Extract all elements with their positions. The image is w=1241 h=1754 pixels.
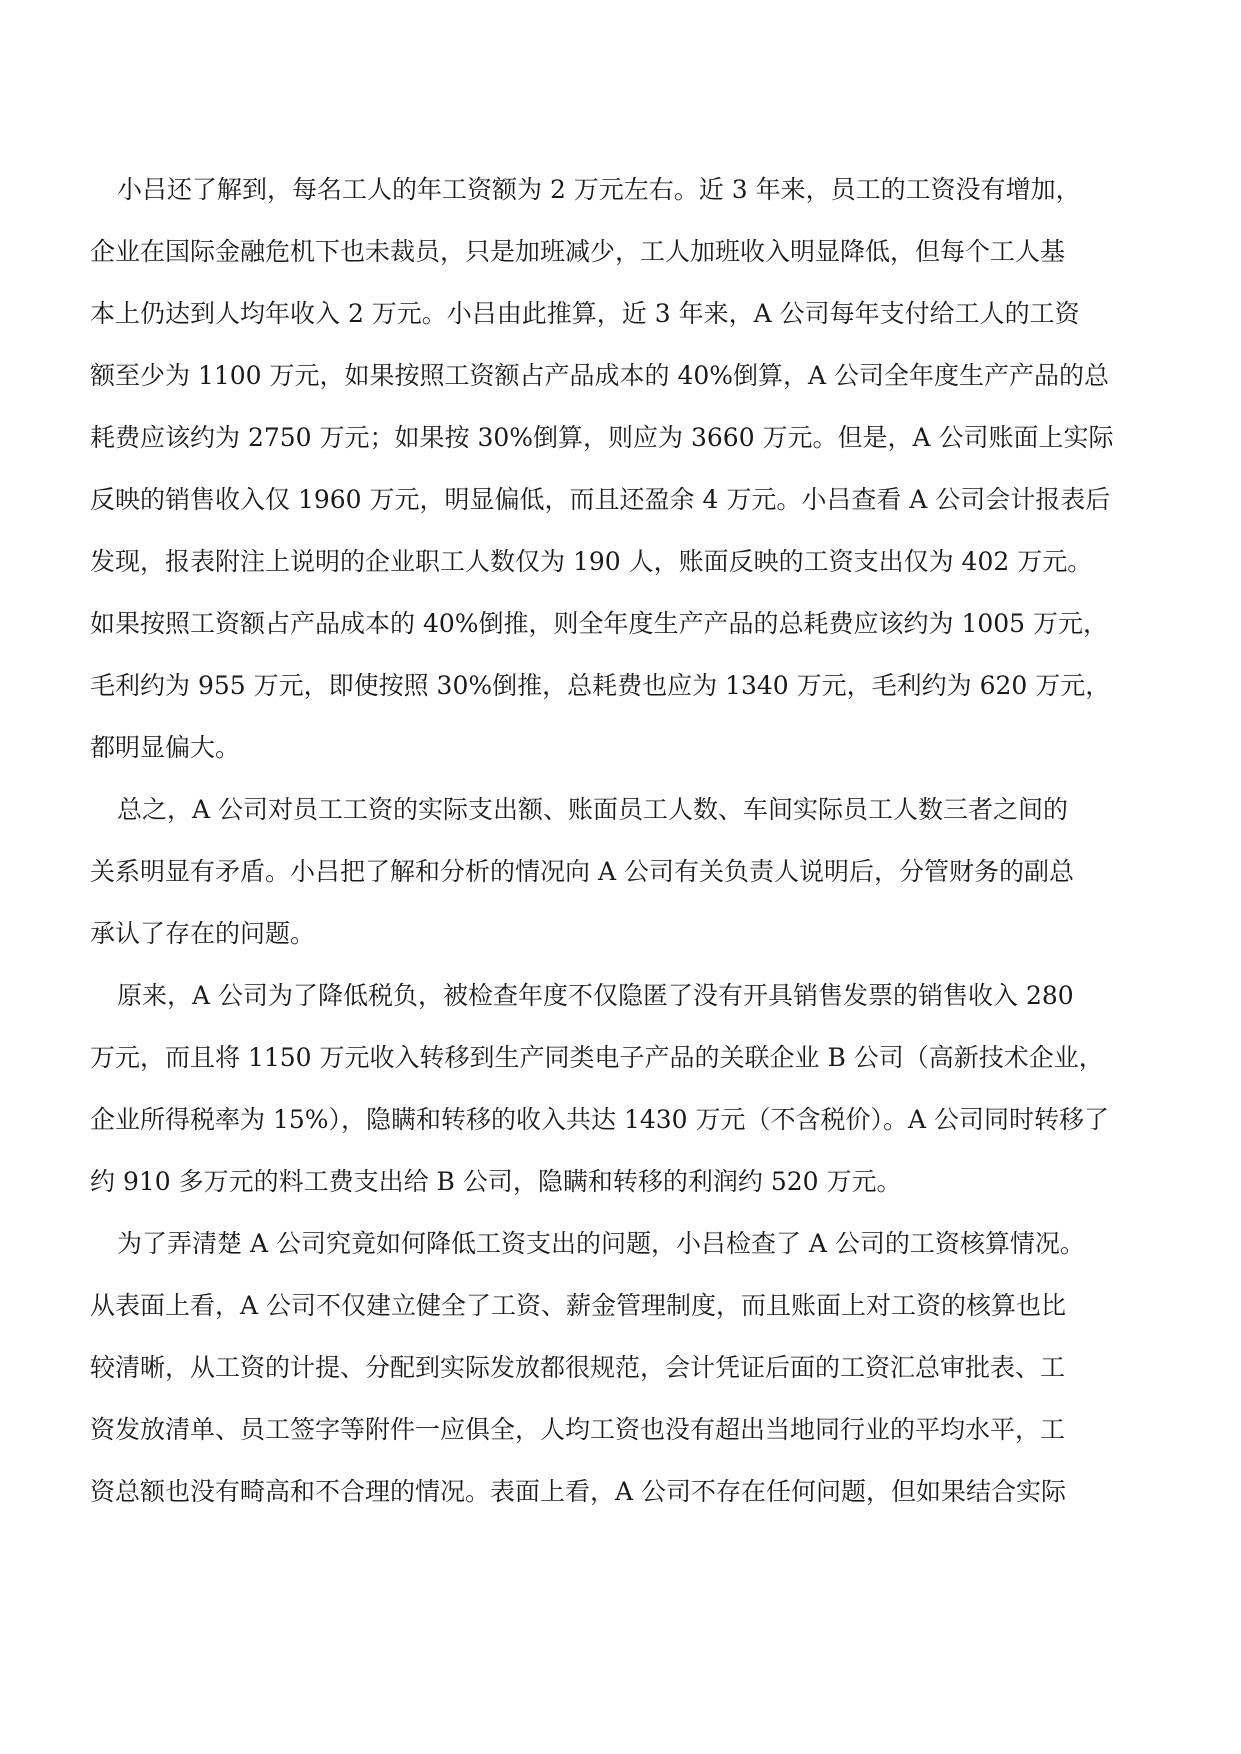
text-line: 关系明显有矛盾。小吕把了解和分析的情况向 A 公司有关负责人说明后，分管财务的副总 — [90, 857, 1074, 886]
paragraph — [90, 965, 1151, 1213]
text-line: 资总额也没有畸高和不合理的情况。表面上看，A 公司不存在任何问题，但如果结合实际 — [90, 1477, 1067, 1506]
text-line: 反映的销售收入仅 1960 万元，明显偏低，而且还盈余 4 万元。小吕查看 A 公司会计报表后 — [90, 485, 1111, 514]
text-line: 为了弄清楚 A 公司究竟如何降低工资支出的问题，小吕检查了 A 公司的工资核算情况。 — [117, 1229, 1085, 1258]
text-line: 承认了存在的问题。 — [90, 919, 316, 948]
text-line: 万元，而且将 1150 万元收入转移到生产同类电子产品的关联企业 B 公司（高新技术企业， — [90, 1043, 1104, 1072]
text-line: 企业在国际金融危机下也未裁员，只是加班减少，工人加班收入明显降低，但每个工人基 — [90, 237, 1066, 266]
text-line: 从表面上看，A 公司不仅建立健全了工资、薪金管理制度，而且账面上对工资的核算也比 — [90, 1291, 1067, 1320]
text-line: 额至少为 1100 万元，如果按照工资额占产品成本的 40%倒算，A 公司全年度生产产品的总 — [90, 361, 1110, 390]
text-line: 原来，A 公司为了降低税负，被检查年度不仅隐匿了没有开具销售发票的销售收入 280 — [117, 981, 1074, 1010]
text-line: 总之，A 公司对员工工资的实际支出额、账面员工人数、车间实际员工人数三者之间的 — [117, 795, 1069, 824]
text-line: 企业所得税率为 15%），隐瞒和转移的收入共达 1430 万元（不含税价）。A 公司同时转移了 — [90, 1105, 1110, 1134]
text-line: 毛利约为 955 万元，即使按照 30%倒推，总耗费也应为 1340 万元，毛利约为 620 万元， — [90, 671, 1111, 700]
paragraph — [90, 779, 1151, 965]
paragraph — [90, 1213, 1151, 1523]
text-line: 发现，报表附注上说明的企业职工人数仅为 190 人，账面反映的工资支出仅为 402 万元。 — [90, 547, 1093, 576]
text-line: 本上仍达到人均年收入 2 万元。小吕由此推算，近 3 年来，A 公司每年支付给工人的工资 — [90, 299, 1080, 328]
document-body — [90, 159, 1151, 1523]
text-line: 资发放清单、员工签字等附件一应俱全，人均工资也没有超出当地同行业的平均水平，工 — [90, 1415, 1066, 1444]
text-line: 较清晰，从工资的计提、分配到实际发放都很规范，会计凭证后面的工资汇总审批表、工 — [90, 1353, 1066, 1382]
text-line: 小吕还了解到，每名工人的年工资额为 2 万元左右。近 3 年来，员工的工资没有增加， — [117, 175, 1081, 204]
text-line: 如果按照工资额占产品成本的 40%倒推，则全年度生产产品的总耗费应该约为 1005 万元， — [90, 609, 1109, 638]
text-line: 耗费应该约为 2750 万元；如果按 30%倒算，则应为 3660 万元。但是，A 公司账面上实际 — [90, 423, 1114, 452]
text-line: 约 910 多万元的料工费支出给 B 公司，隐瞒和转移的利润约 520 万元。 — [90, 1167, 902, 1196]
paragraph — [90, 159, 1151, 779]
text-line: 都明显偏大。 — [90, 733, 241, 762]
